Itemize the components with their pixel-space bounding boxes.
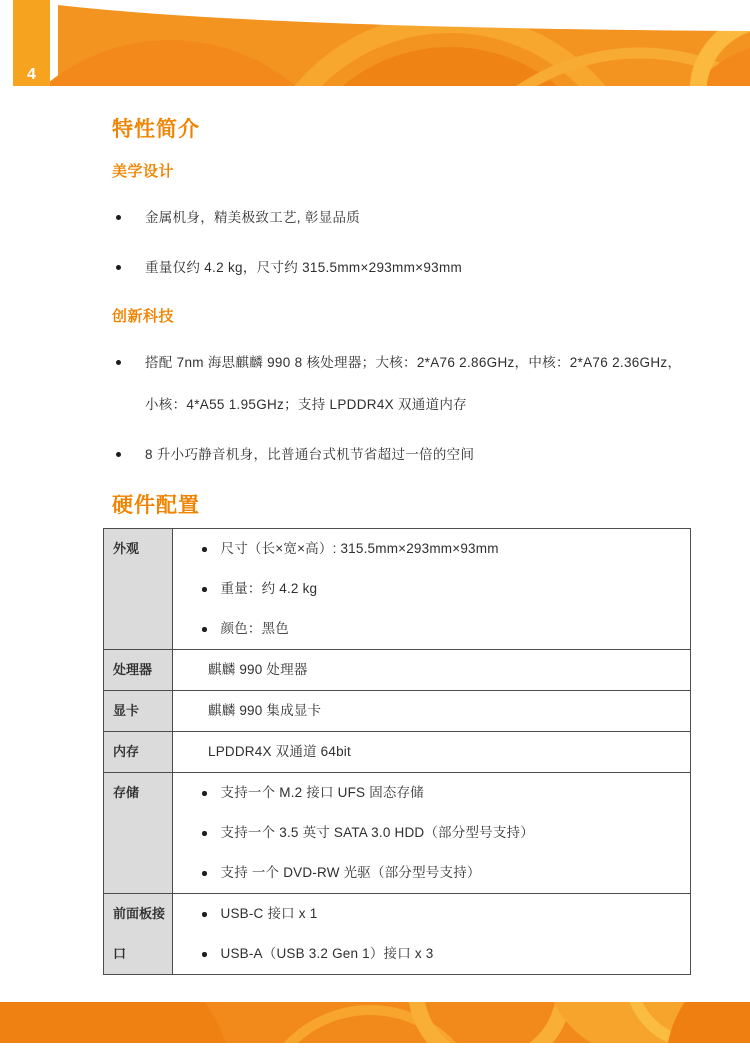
feature-bullet-item	[112, 434, 690, 476]
spec-table-row	[104, 731, 690, 772]
spec-item	[173, 650, 690, 690]
feature-bullet-item	[112, 247, 690, 289]
spec-item	[173, 813, 690, 853]
spec-item	[173, 569, 690, 609]
spec-item-text: 支持一个 3.5 英寸 SATA 3.0 HDD（部分型号支持）	[220, 825, 534, 840]
spec-table-row	[104, 649, 690, 690]
bullet-dot-icon	[202, 912, 207, 917]
spec-value-cell	[173, 773, 690, 893]
hardware-section-title: 硬件配置	[112, 494, 200, 517]
spec-item-text: 麒麟 990 集成显卡	[208, 703, 322, 718]
spec-table-row	[104, 529, 690, 649]
spec-label-cell: 存储	[104, 773, 173, 893]
header-wave-graphic	[0, 0, 750, 86]
bullet-dot-icon	[202, 831, 207, 836]
bullet-dot-icon	[202, 627, 207, 632]
spec-item-text: 尺寸（长×宽×高）: 315.5mm×293mm×93mm	[220, 541, 499, 556]
spec-item-text: LPDDR4X 双通道 64bit	[208, 744, 351, 759]
features-section-title: 特性简介	[112, 118, 200, 141]
spec-item-text: USB-C 接口 x 1	[220, 906, 318, 921]
spec-item-text: 麒麟 990 处理器	[208, 662, 308, 677]
spec-item	[173, 853, 690, 893]
spec-value-cell	[173, 894, 690, 974]
spec-value-cell	[173, 691, 690, 731]
spec-label-cell: 处理器	[104, 650, 173, 690]
bullet-dot-icon	[202, 791, 207, 796]
feature-bullet-text: 8 升小巧静音机身，比普通台式机节省超过一倍的空间	[145, 447, 475, 462]
bullet-dot-icon	[202, 587, 207, 592]
page-number-bar	[13, 0, 50, 86]
bullet-dot-icon	[202, 871, 207, 876]
bullet-dot-icon	[202, 547, 207, 552]
feature-bullet-text: 重量仅约 4.2 kg，尺寸约 315.5mm×293mm×93mm	[145, 260, 463, 275]
feature-bullet-item	[112, 197, 690, 239]
spec-item-text: USB-A（USB 3.2 Gen 1）接口 x 3	[220, 946, 434, 961]
bullet-dot-icon	[116, 360, 121, 365]
footer-wave-graphic	[0, 1002, 750, 1043]
feature-bullet-list	[112, 342, 690, 476]
spec-item-text: 支持一个 M.2 接口 UFS 固态存储	[220, 785, 425, 800]
subsection-heading-innovative-tech: 创新科技	[112, 308, 175, 325]
spec-table-row	[104, 893, 690, 974]
spec-item	[173, 609, 690, 649]
spec-item	[173, 934, 690, 974]
spec-value-cell	[173, 529, 690, 649]
page-number: 4	[27, 66, 36, 83]
bullet-dot-icon	[202, 952, 207, 957]
feature-bullet-list	[112, 197, 690, 289]
bullet-dot-icon	[116, 452, 121, 457]
feature-bullet-item	[112, 342, 690, 426]
spec-label-cell: 内存	[104, 732, 173, 772]
spec-table-row	[104, 772, 690, 893]
spec-item-text: 颜色：黑色	[220, 621, 289, 636]
spec-label-cell: 外观	[104, 529, 173, 649]
feature-bullet-text: 搭配 7nm 海思麒麟 990 8 核处理器；大核：2*A76 2.86GHz，中核：2*A76 2.36GHz， 小核：4*A55 1.95GHz；支持 LPDDR4X 双通道内存	[145, 355, 682, 412]
subsection-heading-aesthetic-design: 美学设计	[112, 163, 175, 180]
header-decoration-band	[0, 0, 750, 86]
spec-label-cell: 显卡	[104, 691, 173, 731]
spec-item-text: 重量：约 4.2 kg	[220, 581, 318, 596]
spec-value-cell	[173, 732, 690, 772]
bullet-dot-icon	[116, 265, 121, 270]
spec-item	[173, 691, 690, 731]
feature-bullet-text: 金属机身，精美极致工艺, 彰显品质	[145, 210, 361, 225]
spec-item	[173, 894, 690, 934]
spec-table-row	[104, 690, 690, 731]
footer-decoration-band	[0, 1002, 750, 1043]
bullet-dot-icon	[116, 215, 121, 220]
spec-item	[173, 732, 690, 772]
spec-item	[173, 773, 690, 813]
hardware-spec-table	[103, 528, 691, 975]
spec-value-cell	[173, 650, 690, 690]
spec-label-cell: 前面板接口	[104, 894, 173, 974]
spec-item-text: 支持 一个 DVD-RW 光驱（部分型号支持）	[220, 865, 481, 880]
spec-item	[173, 529, 690, 569]
page-content	[112, 86, 690, 975]
